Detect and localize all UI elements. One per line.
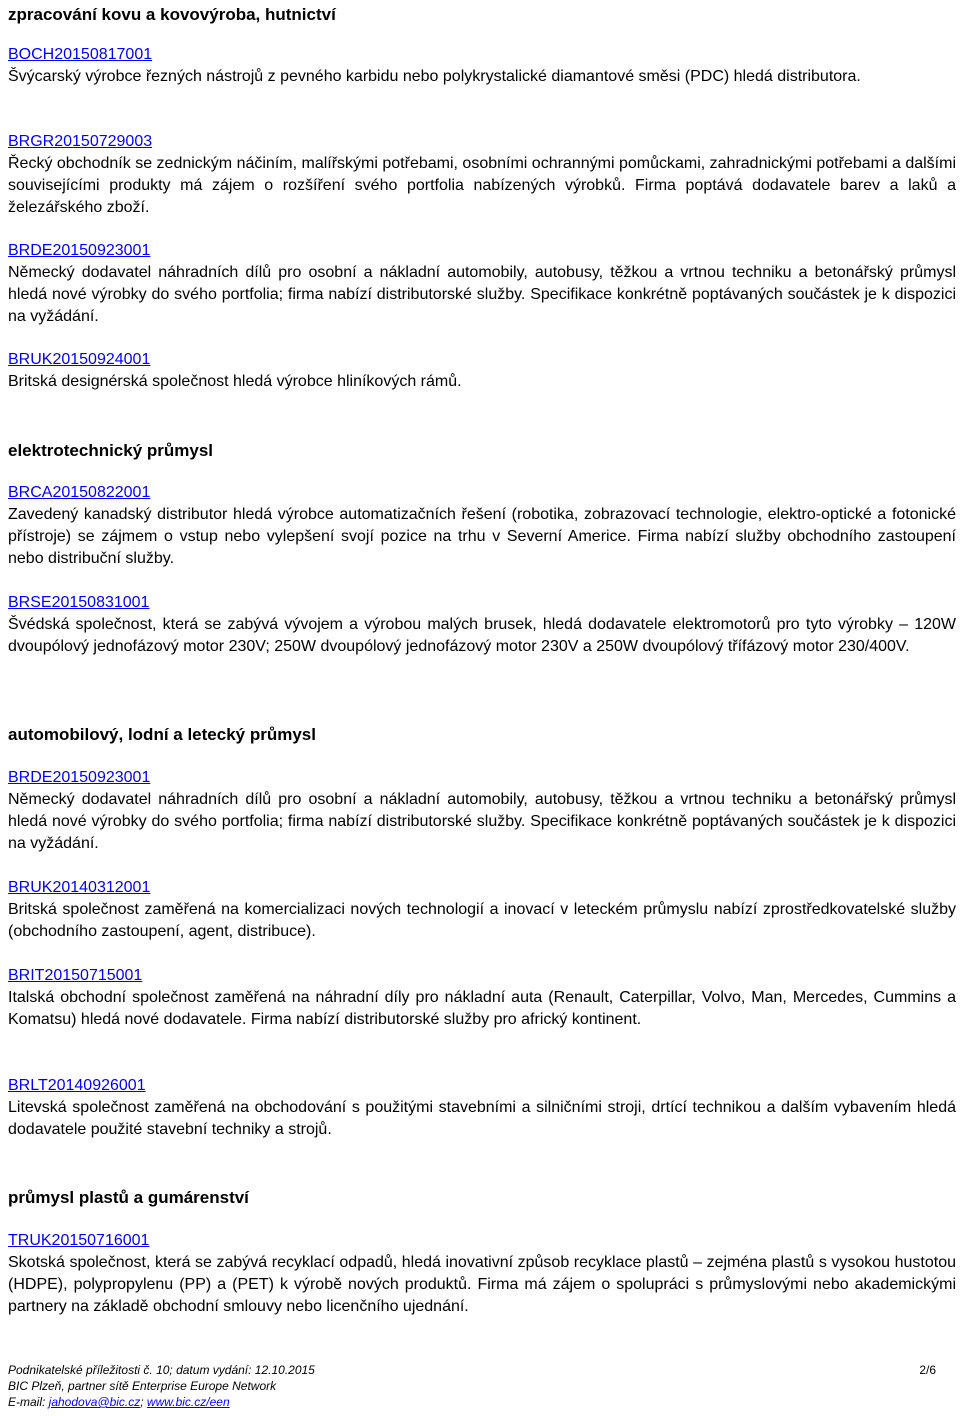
page-footer — [8, 1362, 936, 1410]
entry-description: Skotská společnost, která se zabývá recyklací odpadů, hledá inovativní způsob recyklace plastů – zejména plastů s vysokou hustotou (HDPE), polypropylenu (PP) a (PET) k výrobě nových produktů. Firma má zájem o spolupráci s průmyslovými nebo akademickými partnery na základě obchodní smlouvy nebo licenčního ujednání. — [8, 1254, 956, 1315]
list-item — [8, 877, 956, 943]
entry-description: Německý dodavatel náhradních dílů pro osobní a nákladní automobily, autobusy, těžkou a vrtnou techniku a betonářský průmysl hledá nové výrobky do svého portfolia; firma nabízí distributorské služby. Specifikace konkrétně poptávaných součástek je k dispozici na vyžádání. — [8, 264, 956, 325]
footer-row-publication — [8, 1362, 936, 1378]
entry-code-link[interactable]: BRIT20150715001 — [8, 967, 143, 984]
entry-description: Švédská společnost, která se zabývá vývojem a výrobou malých brusek, hledá dodavatele elektromotorů pro tyto výrobky – 120W dvoupólový jednofázový motor 230V; 250W dvoupólový jednofázový motor 230V a 250W dvoupólový třífázový motor 230/400V. — [8, 616, 956, 655]
entry-code-link[interactable]: BRDE20150923001 — [8, 769, 151, 786]
entry-code-link[interactable]: BOCH20150817001 — [8, 46, 153, 63]
entry-description: Litevská společnost zaměřená na obchodování s použitými stavebními a silničními stroji, drtící technikou a dalším vybavením hledá dodavatele použité stavební techniky a strojů. — [8, 1099, 956, 1138]
entry-code-link[interactable]: BRUK20150924001 — [8, 351, 151, 368]
list-item — [8, 965, 956, 1031]
entry-description: Britská společnost zaměřená na komercializaci nových technologií a inovací v leteckém průmyslu nabízí zprostředkovatelské služby (obchodního zastoupení, agent, distribuce). — [8, 901, 956, 940]
entry-code-link[interactable]: BRSE20150831001 — [8, 594, 150, 611]
entry-code-link[interactable]: BRGR20150729003 — [8, 133, 153, 150]
section-heading: průmysl plastů a gumárenství — [8, 1188, 249, 1207]
footer-publication: Podnikatelské příležitosti č. 10; datum vydání: 12.10.2015 — [8, 1363, 315, 1377]
list-item — [8, 592, 956, 658]
page-number: 2/6 — [919, 1363, 936, 1377]
website-link[interactable]: www.bic.cz/een — [146, 1395, 230, 1409]
footer-org: BIC Plzeň, partner sítě Enterprise Europe Network — [8, 1379, 277, 1393]
entry-code-link[interactable]: TRUK20150716001 — [8, 1232, 150, 1249]
list-item — [8, 482, 956, 570]
entry-description: Řecký obchodník se zednickým náčiním, malířskými potřebami, osobními ochrannými pomůckami, zahradnickými potřebami a dalšími souvisejícími produkty má zájem o rozšíření svého portfolia nabízených výrobků. Firma poptává dodavatele barev a laků a železářského zboží. — [8, 155, 956, 216]
section-heading: zpracování kovu a kovovýroba, hutnictví — [8, 5, 336, 24]
entry-code-link[interactable]: BRLT20140926001 — [8, 1077, 146, 1094]
entry-description: Švýcarský výrobce řezných nástrojů z pevného karbidu nebo polykrystalické diamantové směsi (PDC) hledá distributora. — [8, 68, 861, 85]
entry-description: Německý dodavatel náhradních dílů pro osobní a nákladní automobily, autobusy, těžkou a vrtnou techniku a betonářský průmysl hledá nové výrobky do svého portfolia; firma nabízí distributorské služby. Specifikace konkrétně poptávaných součástek je k dispozici na vyžádání. — [8, 791, 956, 852]
section-heading: elektrotechnický průmysl — [8, 441, 214, 460]
section-automotive — [8, 724, 956, 746]
list-item — [8, 767, 956, 855]
entry-description: Zavedený kanadský distributor hledá výrobce automatizačních řešení (robotika, zobrazovací technologie, elektro-optické a fotonické přístroje) se zájmem o vstup nebo vylepšení svojí pozice na trhu v Severní Americe. Firma nabízí služby obchodního zastoupení nebo distribuční služby. — [8, 506, 956, 567]
section-metalworking — [8, 4, 956, 26]
footer-separator: ; — [140, 1395, 147, 1409]
list-item — [8, 44, 956, 88]
email-link[interactable]: jahodova@bic.cz — [48, 1395, 141, 1409]
list-item — [8, 131, 956, 219]
list-item — [8, 1230, 956, 1318]
section-plastics — [8, 1187, 956, 1209]
entry-code-link[interactable]: BRUK20140312001 — [8, 879, 151, 896]
list-item — [8, 240, 956, 328]
list-item — [8, 1075, 956, 1141]
section-heading: automobilový, lodní a letecký průmysl — [8, 725, 316, 744]
list-item — [8, 349, 956, 393]
entry-code-link[interactable]: BRDE20150923001 — [8, 242, 151, 259]
footer-email-label: E-mail: — [8, 1395, 49, 1409]
entry-description: Britská designérská společnost hledá výrobce hliníkových rámů. — [8, 373, 462, 390]
section-electrotechnical — [8, 440, 956, 462]
footer-contacts — [8, 1394, 936, 1410]
entry-description: Italská obchodní společnost zaměřená na náhradní díly pro nákladní auta (Renault, Caterpillar, Volvo, Man, Mercedes, Cummins a Komatsu) hledá nové dodavatele. Firma nabízí distributorské služby pro africký kontinent. — [8, 989, 956, 1028]
entry-code-link[interactable]: BRCA20150822001 — [8, 484, 151, 501]
